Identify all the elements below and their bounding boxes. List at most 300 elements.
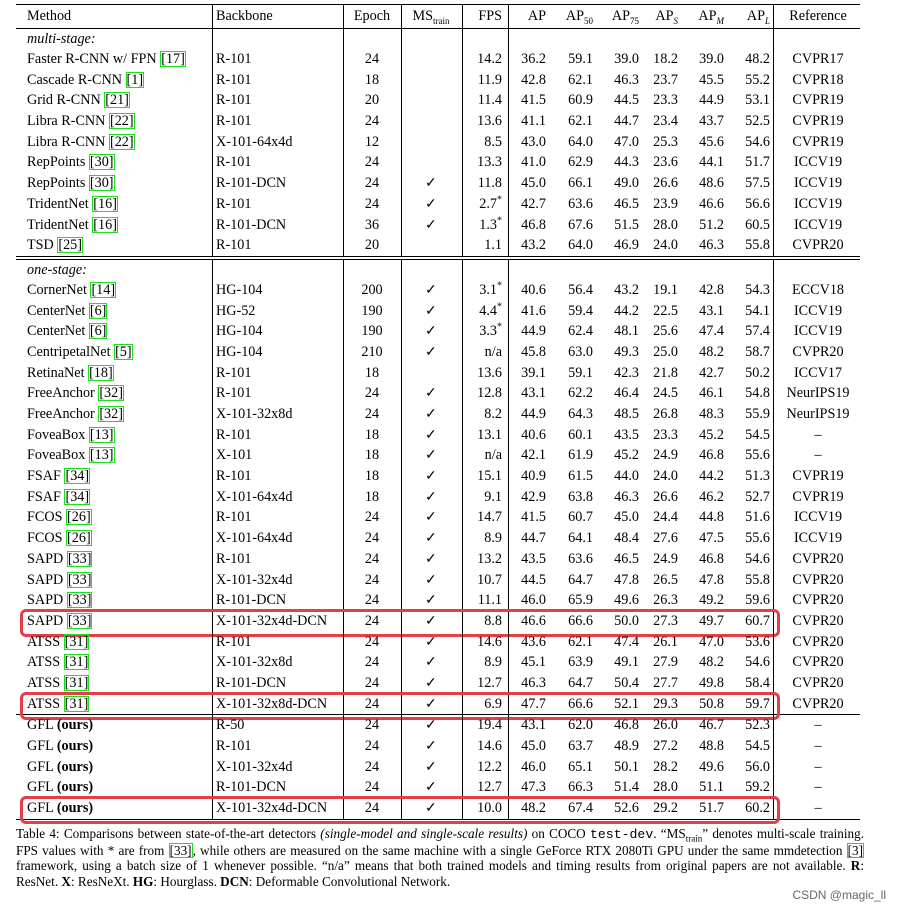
cell-ap50: 66.6 <box>568 612 593 629</box>
cell-ap50: 60.7 <box>568 509 593 526</box>
table-row <box>16 425 860 446</box>
cell-method: FreeAnchor [32] <box>27 385 123 402</box>
cell-fps: 15.1 <box>477 468 502 485</box>
citation-link[interactable]: [26] <box>67 530 91 547</box>
cell-apm: 48.3 <box>699 406 724 422</box>
citation-link[interactable]: [31] <box>64 695 89 712</box>
citation-link[interactable]: [25] <box>58 237 82 254</box>
cell-ms: ✓ <box>425 426 437 443</box>
cell-ap: 46.0 <box>521 592 546 609</box>
cell-ap50: 59.1 <box>568 364 593 381</box>
cell-apm: 44.2 <box>699 468 724 485</box>
cell-ms: ✓ <box>425 406 437 422</box>
cell-aps: 29.2 <box>653 800 678 817</box>
cell-ap50: 62.0 <box>568 717 593 734</box>
cell-aps: 24.4 <box>653 509 678 526</box>
cell-ms <box>401 90 461 111</box>
table-row <box>16 570 860 591</box>
cell-apm: 46.3 <box>699 237 724 254</box>
cell-apm: 48.6 <box>699 175 724 192</box>
citation-link[interactable]: [13] <box>89 426 114 443</box>
cell-apl: 52.5 <box>745 113 770 130</box>
citation-link[interactable]: [16] <box>93 195 117 212</box>
cell-ap50: 67.6 <box>568 216 593 233</box>
cell-apl: 51.3 <box>745 468 770 485</box>
cell-apl: 54.8 <box>745 385 770 402</box>
cell-ms: ✓ <box>425 717 437 734</box>
cell-epoch: 36 <box>364 216 380 233</box>
cell-ap50: 66.6 <box>568 695 593 712</box>
citation-link[interactable]: [22] <box>109 113 134 130</box>
cell-ap75: 50.0 <box>614 612 639 629</box>
citation-link[interactable]: [17] <box>161 51 185 67</box>
cell-ap50: 66.1 <box>568 175 593 192</box>
cell-ref: ICCV19 <box>793 323 843 340</box>
citation-link[interactable]: [18] <box>89 364 113 381</box>
watermark: CSDN @magic_ll <box>792 888 886 902</box>
cell-apl: 60.2 <box>745 800 770 817</box>
cell-epoch: 24 <box>364 717 380 734</box>
cell-backbone: X-101-64x4d <box>216 530 293 547</box>
cell-apl: 54.6 <box>745 654 770 671</box>
cell-ap50: 56.4 <box>568 281 593 298</box>
cell-fps: 12.2 <box>477 758 502 775</box>
cell-ref: – <box>814 717 822 734</box>
table-row <box>16 215 860 236</box>
cell-ap50: 62.9 <box>568 154 593 171</box>
citation-link[interactable]: [26] <box>67 509 91 526</box>
citation-link[interactable]: [33] <box>67 571 92 588</box>
cell-aps: 26.8 <box>653 406 678 422</box>
cell-ms: ✓ <box>425 195 437 212</box>
cell-ap: 42.1 <box>521 447 546 464</box>
cell-apm: 46.7 <box>699 717 724 734</box>
table-row <box>16 111 860 132</box>
cell-method: SAPD [33] <box>27 592 92 609</box>
cell-fps: n/a <box>484 447 502 464</box>
header-apm: $AP_M$ <box>698 8 724 26</box>
cell-ap: 44.9 <box>521 406 546 422</box>
cell-method: SAPD [33] <box>27 612 92 629</box>
citation-link[interactable]: [31] <box>64 654 89 671</box>
cell-apl: 55.2 <box>745 71 770 88</box>
cell-ref: CVPR20 <box>792 674 844 691</box>
section-label: one-stage: <box>16 260 860 280</box>
table-row <box>16 652 860 673</box>
cell-ms <box>401 111 461 132</box>
table-row <box>16 528 860 549</box>
cell-backbone: R-101 <box>216 237 252 254</box>
cell-ms: ✓ <box>425 447 437 464</box>
cell-epoch: 24 <box>364 195 380 212</box>
cell-ap50: 63.9 <box>568 654 593 671</box>
cell-apl: 55.8 <box>745 571 770 588</box>
cell-ref: CVPR20 <box>792 612 844 629</box>
cell-epoch: 24 <box>364 113 380 130</box>
table-row <box>16 90 860 111</box>
cell-ms: ✓ <box>425 175 437 192</box>
cell-fps: 1.1 <box>484 237 502 254</box>
cell-method: RetinaNet [18] <box>27 364 113 381</box>
cell-method: FoveaBox [13] <box>27 447 114 464</box>
cell-ms: ✓ <box>425 779 437 796</box>
cell-method: ATSS [31] <box>27 654 89 671</box>
cell-epoch: 18 <box>364 426 380 443</box>
cell-epoch: 24 <box>364 592 380 609</box>
cell-epoch: 18 <box>364 468 380 485</box>
cell-ap50: 60.9 <box>568 92 593 109</box>
cell-ref: ICCV19 <box>793 154 843 171</box>
cell-apl: 58.7 <box>745 343 770 360</box>
cell-fps: 1.3* <box>479 214 502 233</box>
cell-method: GFL (ours) <box>27 779 94 796</box>
cell-ap75: 48.9 <box>614 738 639 754</box>
cell-ap: 43.1 <box>521 385 546 402</box>
header-ms-train: $MS_{train}$ <box>412 8 450 26</box>
cell-fps: 8.5 <box>484 133 502 150</box>
cell-epoch: 24 <box>364 175 380 192</box>
citation-link[interactable]: [31] <box>64 674 89 691</box>
cell-ap75: 44.2 <box>614 302 639 319</box>
cell-backbone: HG-104 <box>216 343 263 360</box>
cell-ref: ICCV19 <box>793 175 843 192</box>
table-header-row <box>16 4 860 29</box>
header-epoch: Epoch <box>353 8 391 24</box>
citation-link[interactable]: [5] <box>115 343 132 360</box>
cell-ms: ✓ <box>425 468 437 485</box>
cell-method: Libra R-CNN [22] <box>27 133 134 150</box>
cell-apl: 50.2 <box>745 364 770 381</box>
cell-apl: 53.6 <box>745 633 770 650</box>
cell-apm: 47.8 <box>699 571 724 588</box>
cell-ap: 36.2 <box>521 51 546 67</box>
cell-aps: 27.3 <box>653 612 678 629</box>
cell-apm: 51.2 <box>699 216 724 233</box>
cell-backbone: X-101-32x4d-DCN <box>216 800 328 817</box>
table-row <box>16 173 860 194</box>
cell-fps: 9.1 <box>484 488 502 505</box>
cell-ap50: 63.6 <box>568 195 593 212</box>
cell-apm: 47.5 <box>699 530 724 547</box>
cell-method: FSAF [34] <box>27 468 90 485</box>
cell-ap75: 49.1 <box>614 654 639 671</box>
cell-backbone: R-101 <box>216 195 252 212</box>
cell-apl: 57.5 <box>745 175 770 192</box>
cell-ms: ✓ <box>425 612 437 629</box>
cell-epoch: 24 <box>364 406 380 422</box>
table-row <box>16 673 860 694</box>
table-row <box>16 777 860 798</box>
cell-apm: 49.6 <box>699 758 724 775</box>
cell-fps: 14.6 <box>477 738 502 754</box>
cell-method: Libra R-CNN [22] <box>27 113 134 130</box>
cell-epoch: 20 <box>364 237 380 254</box>
cell-backbone: R-101 <box>216 92 252 109</box>
cell-method: GFL (ours) <box>27 717 94 734</box>
cell-backbone: R-101 <box>216 154 252 171</box>
cell-epoch: 24 <box>364 758 380 775</box>
cell-aps: 26.0 <box>653 717 678 734</box>
cell-apm: 46.6 <box>699 195 724 212</box>
citation-link[interactable]: [22] <box>109 133 134 150</box>
citation-link[interactable]: [21] <box>105 92 129 109</box>
cell-aps: 24.0 <box>653 468 678 485</box>
cell-epoch: 24 <box>364 654 380 671</box>
cell-ap: 42.8 <box>521 71 546 88</box>
cell-ap50: 64.7 <box>568 674 593 691</box>
cell-ap75: 39.0 <box>614 51 639 67</box>
cell-ap75: 51.5 <box>614 216 639 233</box>
cell-apl: 51.7 <box>745 154 770 171</box>
cell-apm: 50.8 <box>699 695 724 712</box>
cell-ap75: 44.0 <box>614 468 639 485</box>
cell-apl: 53.1 <box>745 92 770 109</box>
cell-fps: 19.4 <box>477 717 502 734</box>
cell-backbone: R-101 <box>216 633 252 650</box>
cell-ap50: 59.4 <box>568 302 593 319</box>
cell-apm: 51.1 <box>699 779 724 796</box>
header-fps: FPS <box>478 8 502 24</box>
table-row <box>16 632 860 653</box>
cell-fps: 8.8 <box>484 612 502 629</box>
cell-ap: 47.7 <box>521 695 546 712</box>
cell-fps: 13.1 <box>477 426 502 443</box>
citation-link[interactable]: [33] <box>67 612 92 629</box>
cell-epoch: 24 <box>364 612 380 629</box>
cell-aps: 19.1 <box>653 281 678 298</box>
section-label: multi-stage: <box>16 29 860 49</box>
cell-apl: 55.9 <box>745 406 770 422</box>
cell-fps: 6.9 <box>484 695 502 712</box>
cell-apm: 46.8 <box>699 550 724 567</box>
cell-epoch: 210 <box>361 343 383 360</box>
cell-ap: 41.1 <box>521 113 546 130</box>
cell-method: TSD [25] <box>27 237 82 254</box>
cell-ap50: 65.1 <box>568 758 593 775</box>
citation-link[interactable]: [34] <box>65 468 90 485</box>
cell-ms <box>401 363 461 384</box>
cell-epoch: 18 <box>364 71 380 88</box>
cell-apm: 45.6 <box>699 133 724 150</box>
cell-ap: 40.6 <box>521 281 546 298</box>
cell-apl: 54.6 <box>745 550 770 567</box>
cell-ap75: 43.2 <box>614 281 639 298</box>
cell-fps: 11.8 <box>477 175 502 192</box>
citation-link[interactable]: [34] <box>65 488 90 505</box>
cell-aps: 25.3 <box>653 133 678 150</box>
table-row <box>16 342 860 363</box>
table-row <box>16 280 860 301</box>
cell-ap75: 47.0 <box>614 133 639 150</box>
citation-link[interactable]: [31] <box>64 633 89 650</box>
cell-backbone: R-101-DCN <box>216 592 287 609</box>
cell-fps: 3.1* <box>479 280 502 298</box>
citation-link[interactable]: [33] <box>67 592 92 609</box>
cell-ms <box>401 70 461 91</box>
header-aps: $AP_S$ <box>655 8 678 26</box>
citation-link[interactable]: [1] <box>126 71 144 88</box>
cell-epoch: 24 <box>364 738 380 754</box>
citation-link[interactable]: [6] <box>89 302 107 319</box>
cell-backbone: X-101-32x8d <box>216 654 293 671</box>
citation-link[interactable]: [13] <box>89 447 114 464</box>
cell-method: Grid R-CNN [21] <box>27 92 129 109</box>
cell-epoch: 18 <box>364 447 380 464</box>
cell-ms: ✓ <box>425 674 437 691</box>
cell-ap: 42.9 <box>521 488 546 505</box>
cell-ap50: 62.1 <box>568 633 593 650</box>
cell-ref: ICCV19 <box>793 509 843 526</box>
cell-ap: 43.5 <box>521 550 546 567</box>
cell-apl: 59.2 <box>745 779 770 796</box>
cell-fps: 14.6 <box>477 633 502 650</box>
citation-link[interactable]: [30] <box>89 175 114 192</box>
cell-ap75: 51.4 <box>614 779 639 796</box>
cell-ref: – <box>814 447 822 464</box>
cell-apl: 54.1 <box>745 302 770 319</box>
cell-ms: ✓ <box>425 530 437 547</box>
caption-cite-33[interactable]: [33] <box>169 842 192 858</box>
cell-fps: 8.9 <box>484 654 502 671</box>
cell-fps: 10.7 <box>477 571 502 588</box>
cell-backbone: R-101 <box>216 113 252 130</box>
cell-ms <box>401 49 461 70</box>
cell-method: ATSS [31] <box>27 633 89 650</box>
cell-ref: CVPR20 <box>792 343 844 360</box>
table-row <box>16 363 860 384</box>
cell-apl: 60.7 <box>745 612 770 629</box>
cell-ref: CVPR19 <box>792 113 844 130</box>
cell-fps: 12.7 <box>477 779 502 796</box>
citation-link[interactable]: [32] <box>99 385 123 402</box>
cell-method: Cascade R-CNN [1] <box>27 71 144 88</box>
table-row <box>16 549 860 570</box>
cell-ms: ✓ <box>425 385 437 402</box>
cell-ap: 39.1 <box>521 364 546 381</box>
cell-backbone: HG-52 <box>216 302 256 319</box>
cell-apm: 46.8 <box>699 447 724 464</box>
cell-aps: 25.6 <box>653 323 678 340</box>
cell-ref: ICCV19 <box>793 302 843 319</box>
citation-link[interactable]: [32] <box>99 406 123 422</box>
cell-backbone: X-101-64x4d <box>216 488 293 505</box>
cell-epoch: 190 <box>361 323 383 340</box>
caption-cite-3[interactable]: [3] <box>847 842 864 858</box>
cell-aps: 25.0 <box>653 343 678 360</box>
cell-epoch: 24 <box>364 779 380 796</box>
header-ap: AP <box>527 8 546 24</box>
cell-ap50: 59.1 <box>568 51 593 67</box>
cell-epoch: 12 <box>364 133 380 150</box>
cell-ap75: 46.3 <box>614 71 639 88</box>
citation-link[interactable]: [14] <box>91 281 116 298</box>
table-row <box>16 715 860 736</box>
cell-ref: CVPR20 <box>792 237 844 254</box>
cell-epoch: 24 <box>364 674 380 691</box>
citation-link[interactable]: [6] <box>89 323 107 340</box>
citation-link[interactable]: [16] <box>93 216 117 233</box>
cell-ms: ✓ <box>425 550 437 567</box>
cell-backbone: X-101-32x8d-DCN <box>216 695 328 712</box>
cell-backbone: X-101 <box>216 447 253 464</box>
table-row <box>16 301 860 322</box>
cell-ms: ✓ <box>425 323 437 340</box>
table-row <box>16 445 860 466</box>
cell-fps: 8.9 <box>484 530 502 547</box>
table-row <box>16 736 860 757</box>
cell-ms: ✓ <box>425 343 437 360</box>
cell-ref: CVPR19 <box>792 488 844 505</box>
header-ap50: $AP_{50}$ <box>565 8 593 26</box>
cell-backbone: R-101-DCN <box>216 674 287 691</box>
cell-ms <box>401 152 461 173</box>
cell-fps: 2.7* <box>479 194 502 212</box>
cell-aps: 22.5 <box>653 302 678 319</box>
cell-backbone: R-101 <box>216 550 252 567</box>
cell-ms: ✓ <box>425 302 437 319</box>
citation-link[interactable]: [30] <box>89 154 114 171</box>
citation-link[interactable]: [33] <box>67 550 92 567</box>
cell-ap75: 46.9 <box>614 237 639 254</box>
cell-aps: 26.1 <box>653 633 678 650</box>
cell-ref: – <box>814 738 822 754</box>
cell-apl: 55.6 <box>745 530 770 547</box>
cell-fps: 11.9 <box>477 71 502 88</box>
cell-aps: 24.0 <box>653 237 678 254</box>
cell-ap: 41.5 <box>521 509 546 526</box>
table-row <box>16 321 860 342</box>
table-row <box>16 132 860 153</box>
cell-apl: 59.7 <box>745 695 770 712</box>
cell-fps: 8.2 <box>484 406 502 422</box>
cell-ref: CVPR17 <box>792 51 844 67</box>
cell-aps: 23.3 <box>653 426 678 443</box>
cell-apl: 54.3 <box>745 281 770 298</box>
cell-ap: 43.2 <box>521 237 546 254</box>
cell-apm: 43.1 <box>699 302 724 319</box>
cell-ref: ICCV17 <box>793 364 843 381</box>
table-row <box>16 694 860 715</box>
cell-fps: 10.0 <box>477 800 502 817</box>
cell-ap50: 62.1 <box>568 71 593 88</box>
cell-fps: 11.4 <box>477 92 502 109</box>
cell-ms: ✓ <box>425 738 437 754</box>
cell-backbone: R-101 <box>216 364 252 381</box>
cell-ref: NeurIPS19 <box>786 385 850 402</box>
cell-epoch: 24 <box>364 530 380 547</box>
cell-ap75: 48.4 <box>614 530 639 547</box>
cell-apm: 49.7 <box>699 612 724 629</box>
cell-fps: 14.7 <box>477 509 502 526</box>
cell-backbone: R-101-DCN <box>216 216 287 233</box>
header-backbone: Backbone <box>216 8 273 24</box>
cell-ap: 44.7 <box>521 530 546 547</box>
cell-apm: 42.7 <box>699 364 724 381</box>
cell-backbone: R-101 <box>216 51 252 67</box>
cell-ap75: 52.6 <box>614 800 639 817</box>
cell-aps: 23.6 <box>653 154 678 171</box>
cell-ap50: 62.1 <box>568 113 593 130</box>
cell-ap75: 46.5 <box>614 195 639 212</box>
cell-backbone: R-50 <box>216 717 245 734</box>
cell-method: FoveaBox [13] <box>27 426 114 443</box>
cell-fps: 12.8 <box>477 385 502 402</box>
cell-apm: 47.4 <box>699 323 724 340</box>
cell-ap: 45.1 <box>521 654 546 671</box>
cell-apl: 56.0 <box>745 758 770 775</box>
cell-method: RepPoints [30] <box>27 175 114 192</box>
cell-epoch: 24 <box>364 633 380 650</box>
